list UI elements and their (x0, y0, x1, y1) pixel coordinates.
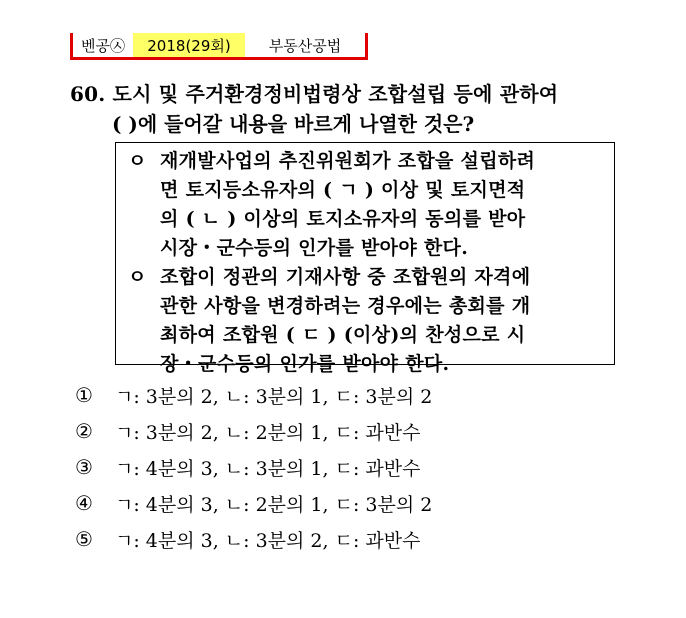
choice-text: ㄱ: 3분의 2, ㄴ: 2분의 1, ㄷ: 과반수 (115, 421, 421, 444)
choice-number: ① (75, 383, 93, 407)
choice-text: ㄱ: 3분의 2, ㄴ: 3분의 1, ㄷ: 3분의 2 (115, 385, 433, 408)
box-item-2-line-1 (128, 263, 604, 292)
bullet-icon: ㅇ (128, 150, 147, 172)
choice-3[interactable] (75, 449, 432, 485)
choice-text: ㄱ: 4분의 3, ㄴ: 2분의 1, ㄷ: 3분의 2 (115, 493, 433, 516)
question-stem-line-2: ( )에 들어갈 내용을 바르게 나열한 것은? (112, 112, 475, 136)
box-text: 재개발사업의 추진위원회가 조합을 설립하려 (160, 150, 536, 172)
choice-1[interactable] (75, 377, 432, 413)
box-item-2-line-4: 장・군수등의 인가를 받아야 한다. (160, 353, 450, 375)
choice-number: ② (75, 419, 93, 443)
choice-number: ⑤ (75, 527, 93, 551)
bullet-icon: ㅇ (128, 266, 147, 288)
choice-number: ④ (75, 491, 93, 515)
source-tag: 벤공㉦ (81, 36, 125, 55)
choice-text: ㄱ: 4분의 3, ㄴ: 3분의 2, ㄷ: 과반수 (115, 529, 421, 552)
choice-number: ③ (75, 455, 93, 479)
box-item-2-line-2: 관한 사항을 변경하려는 경우에는 총회를 개 (160, 295, 531, 317)
box-item-1-line-1 (128, 147, 604, 176)
choice-5[interactable] (75, 521, 432, 557)
choice-2[interactable] (75, 413, 432, 449)
condition-box (115, 142, 615, 375)
exam-year-tag: 2018(29회) (133, 33, 245, 57)
box-text: 조합이 정관의 기재사항 중 조합원의 자격에 (160, 266, 531, 288)
box-item-1-line-2: 면 토지등소유자의 ( ㄱ ) 이상 및 토지면적 (160, 179, 526, 201)
box-item-1-line-3: 의 ( ㄴ ) 이상의 토지소유자의 동의를 받아 (160, 208, 526, 230)
answer-choices (75, 377, 432, 557)
subject-tag: 부동산공법 (268, 36, 342, 55)
question-stem-line-1: 60. 도시 및 주거환경정비법령상 조합설립 등에 관하여 (70, 82, 559, 106)
choice-text: ㄱ: 4분의 3, ㄴ: 3분의 1, ㄷ: 과반수 (115, 457, 421, 480)
box-item-2-line-3: 최하여 조합원 ( ㄷ ) (이상)의 찬성으로 시 (160, 324, 526, 346)
header-tag-bar (70, 33, 368, 60)
choice-4[interactable] (75, 485, 432, 521)
box-item-1-line-4: 시장・군수등의 인가를 받아야 한다. (160, 237, 469, 259)
